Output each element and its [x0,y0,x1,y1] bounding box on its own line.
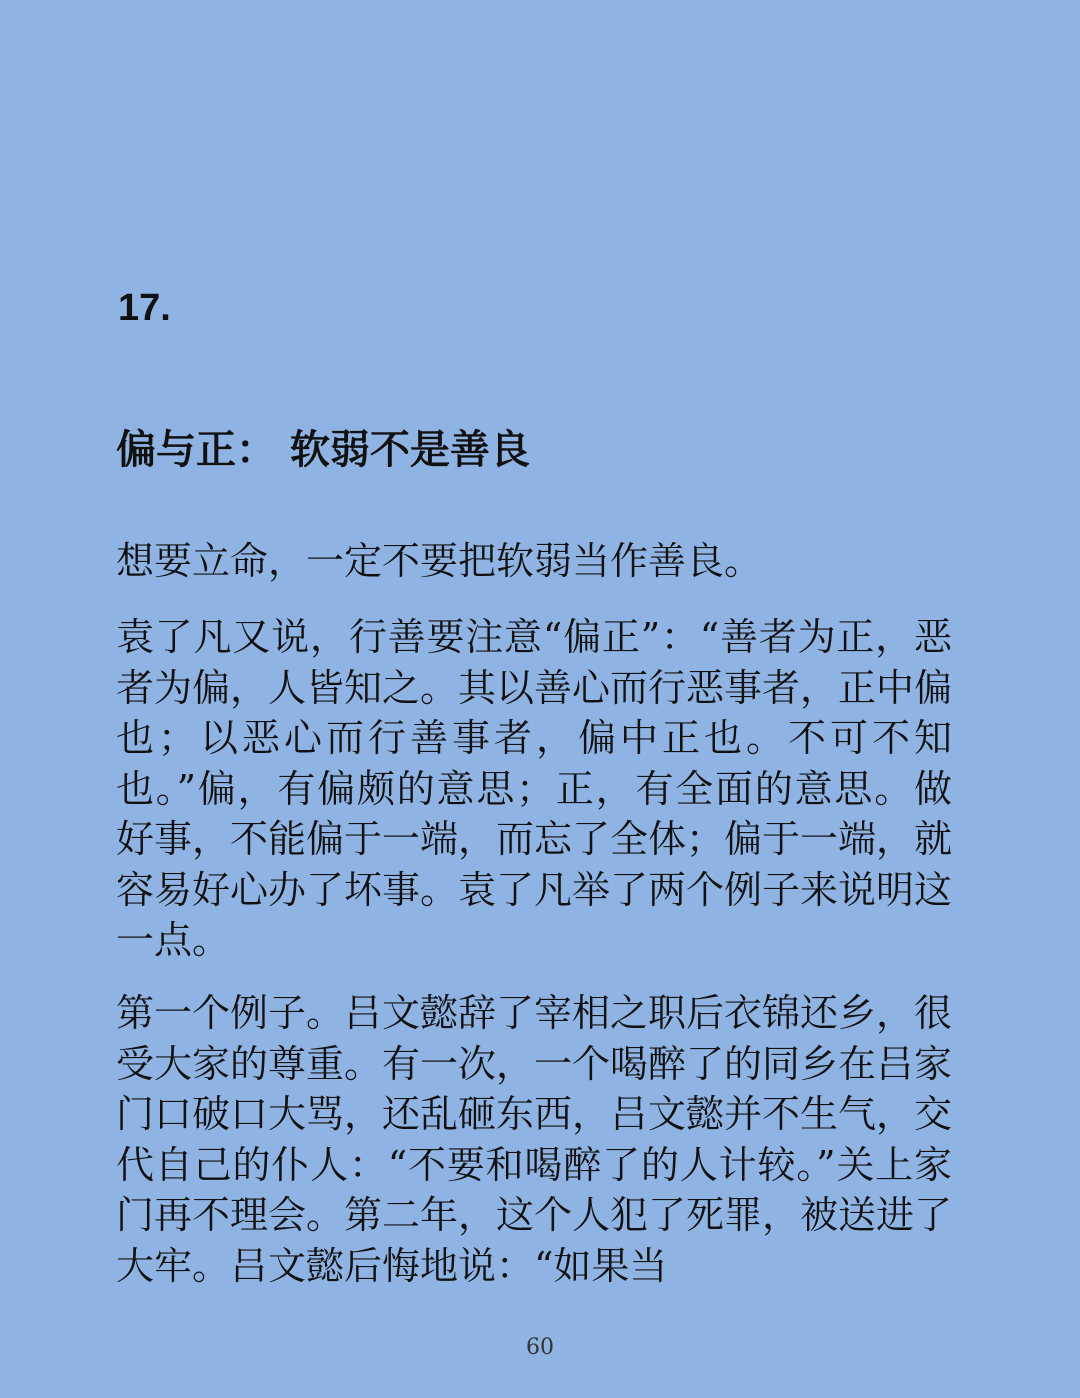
paragraph-2: 袁了凡又说，行善要注意“偏正”：“善者为正，恶者为偏，人皆知之。其以善心而行恶事者，正中偏也；以恶心而行善事者，偏中正也。不可不知也。”偏，有偏颇的意思；正，有全面的意思。做好事，不能偏于一端，而忘了全体；偏于一端，就容易好心办了坏事。袁了凡举了两个例子来说明这一点。 [116,615,953,962]
chapter-title: 偏与正： 软弱不是善良 [116,427,530,473]
paragraph-3: 第一个例子。吕文懿辞了宰相之职后衣锦还乡，很受大家的尊重。有一次，一个喝醉了的同乡在吕家门口破口大骂，还乱砸东西，吕文懿并不生气，交代自己的仆人：“不要和喝醉了的人计较。”关上家门再不理会。第二年，这个人犯了死罪，被送进了大牢。吕文懿后悔地说：“如果当 [116,991,953,1288]
chapter-number: 17. [118,287,171,329]
paragraph-1: 想要立命，一定不要把软弱当作善良。 [116,539,763,583]
page-number: 60 [526,1335,554,1360]
